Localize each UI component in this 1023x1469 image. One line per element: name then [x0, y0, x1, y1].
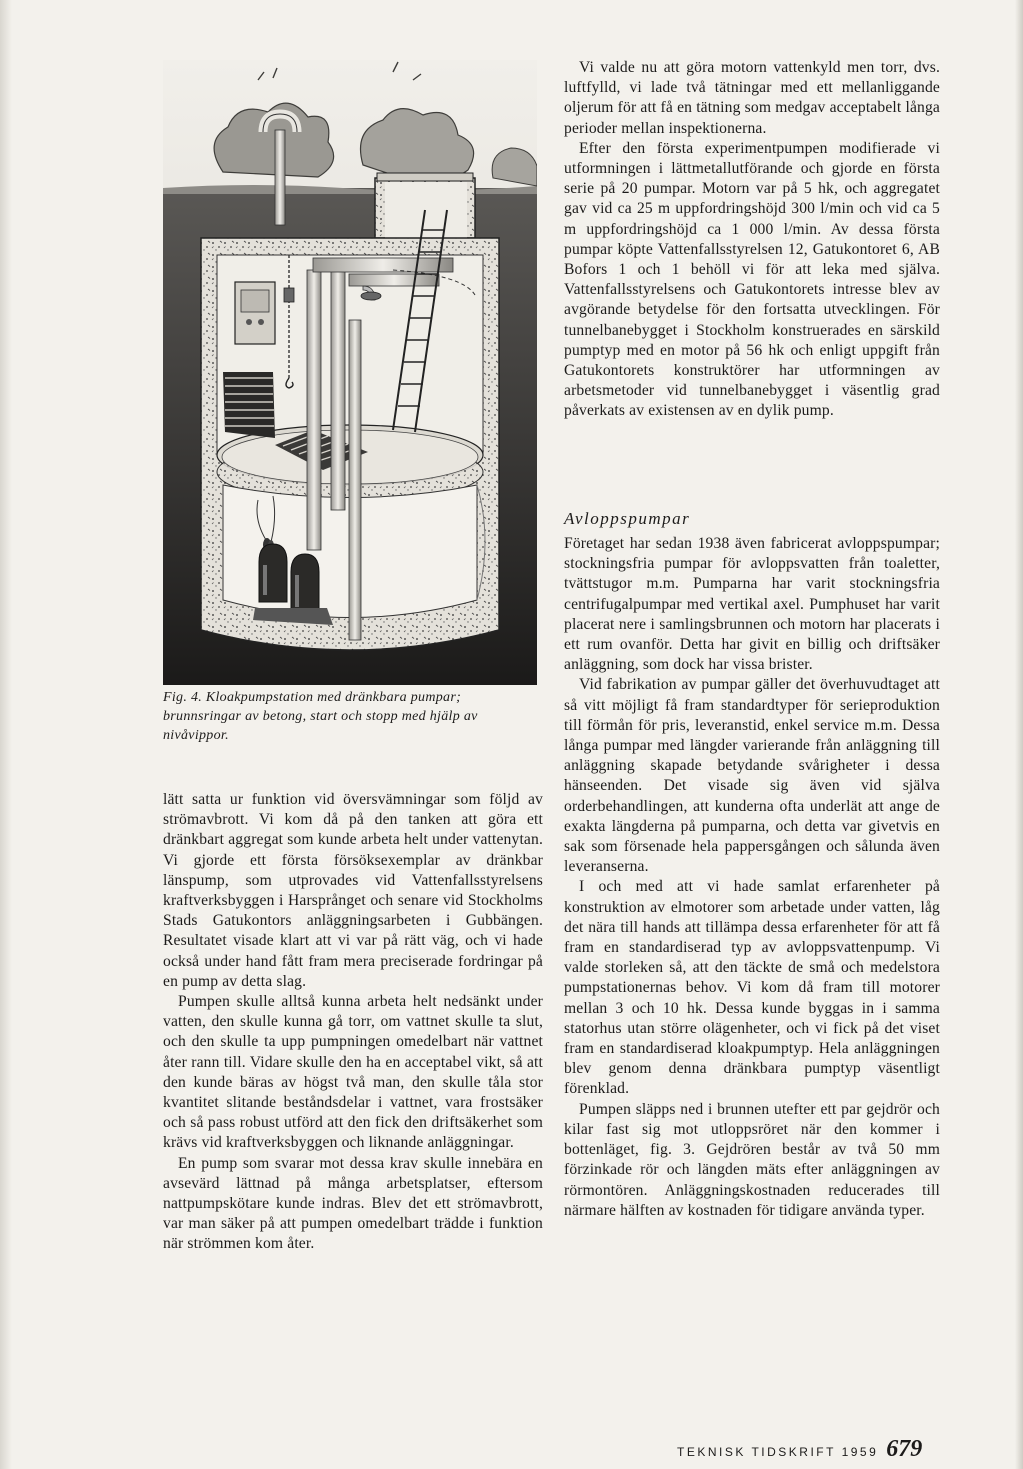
page-edge-shadow-right	[1015, 0, 1023, 1469]
page-number: 679	[886, 1436, 923, 1462]
right-column-body-bottom	[564, 534, 940, 1221]
figure-caption: Fig. 4. Kloakpumpstation med dränkbara pumpar; brunnsringar av betong, start och stopp med hjälp av nivåvippor.	[163, 690, 478, 743]
page-footer	[677, 1436, 922, 1464]
body-paragraph: I och med att vi hade samlat erfarenheter på konstruktion av elmotorer som arbetade under vatten, låg det nära till hands att tillämpa dessa erfarenheter för att få fram en standardiserad typ av avloppsvattenpump. Vi valde storleken så, att den täckte de små och medelstora pumpstationernas behov. Vi kom då fram till motorer mellan 3 och 10 hk. Dessa kunde byggas in i samma statorhus utan större olägenheter, och vi fick på det viset fram en standardiserad kloakpumptyp. Hela anläggningen blev genom denna dränkbara pumptyp väsentligt förenklad.	[564, 878, 940, 1098]
pump-station-illustration	[163, 60, 537, 685]
body-paragraph: Vi valde nu att göra motorn vattenkyld men torr, dvs. luftfylld, vi lade två tätningar med ett mellanliggande oljerum för att få en tätning som medgav acceptabelt långa perioder mellan inspektionerna.	[564, 59, 940, 137]
body-paragraph: Företaget har sedan 1938 även fabricerat avloppspumpar; stockningsfria pumpar för avloppsvatten från toaletter, tvättstugor m.m. Pumparna har varit stockningsfria centrifugalpumpar med vertikal axel. Pumphuset har varit placerat nere i samlingsbrunnen och motorn har placerats i ett rum ovanför. Detta har givit en billig och driftsäker anläggning, som dock har vissa brister.	[564, 535, 940, 674]
journal-name: TEKNISK TIDSKRIFT 1959	[677, 1445, 879, 1459]
page-edge-shadow-left	[0, 0, 12, 1469]
left-column-body	[163, 790, 543, 1255]
body-paragraph: lätt satta ur funktion vid översvämningar som följd av strömavbrott. Vi kom då på den tanken att göra ett dränkbart aggregat som kunde arbeta helt under vattenytan. Vi gjorde ett första försöksexemplar av dränkbar länspump, som utprovades vid Vattenfallsstyrelsens kraftverksbyggen i Harsprånget och senare vid Stockholms Stads Gatukontors anläggningsarbeten i Gubbängen. Resultatet visade klart att vi var på rätt väg, och vi hade också under hand fått fram mera preciserade fordringar på en pump av detta slag.	[163, 791, 543, 990]
section-heading: Avloppspumpar	[564, 509, 691, 528]
body-paragraph: Vid fabrikation av pumpar gäller det överhuvudtaget att så vitt möjligt få fram standardtyper för serieproduktion till förmån för pris, leveranstid, enkel service m.m. Dessa långa pumpar med längder varierande från anläggning till anläggning skapade betydande svårigheter i dessa hänseenden. Det visade sig även vid själva orderbehandlingen, att kunderna ofta underlät att ange de exakta längderna på pumparna, och detta var givetvis en sak som försenade hela pappersgången och sålunda även leveranserna.	[564, 676, 940, 876]
right-column-body-top	[564, 58, 940, 422]
body-paragraph: Pumpen släpps ned i brunnen utefter ett par gejdrör och kilar fast sig mot utloppsröret när den kommer i bottenläget, fig. 3. Gejdrören består av två 50 mm förzinkade rör och längden mäts efter anläggningen av rörmontören. Anläggningskostnaden reducerades till närmare hälften av kostnaden för tidigare använda typer.	[564, 1100, 940, 1219]
body-paragraph: En pump som svarar mot dessa krav skulle innebära en avsevärd lättnad på många arbetsplatser, eftersom nattpumpskötare kunde indras. Blev det ett strömavbrott, var man säker på att pumpen omedelbart trädde i funktion när strömmen kom åter.	[163, 1154, 543, 1253]
body-paragraph: Efter den första experimentpumpen modifierade vi utformningen i lättmetallutförande och gjorde en första serie på 20 pumpar. Motorn var på 5 hk, och aggregatet gav vid ca 25 m uppfordringshöjd 300 l/min och vid ca 5 m uppfordringshöjd ca 1 000 l/min. Av dessa första pumpar köpte Vattenfallsstyrelsen 12, Gatukontoret 6, AB Bofors 1 och 1 behöll vi för att leka med själva. Vattenfallsstyrelsens och Gatukontorets intresse blev av avgörande betydelse för den fortsatta utvecklingen. För tunnelbanebygget i Stockholm konstruerades en särskild pumptyp med en motor på 56 hk och enligt uppgift från Gatukontorets konstruktörer har utformningen av arbetsmetoder vid tunnelbanebygget i väsentlig grad påverkats av existensen av en dylik pump.	[564, 139, 940, 420]
body-paragraph: Pumpen skulle alltså kunna arbeta helt nedsänkt under vatten, den skulle kunna gå torr, om vattnet skulle ta slut, och den skulle ta upp pumpningen omedelbart när vattnet åter rann till. Vidare skulle den ha en acceptabel vikt, så att den kunde bäras av högst två man, den skulle tåla stor kvantitet slitande beståndsdelar i vattnet, vara frostsäker och så pass robust utförd att den fick den driftsäkerhet som krävs vid kraftverksbyggen och liknande anläggningar.	[163, 993, 543, 1152]
